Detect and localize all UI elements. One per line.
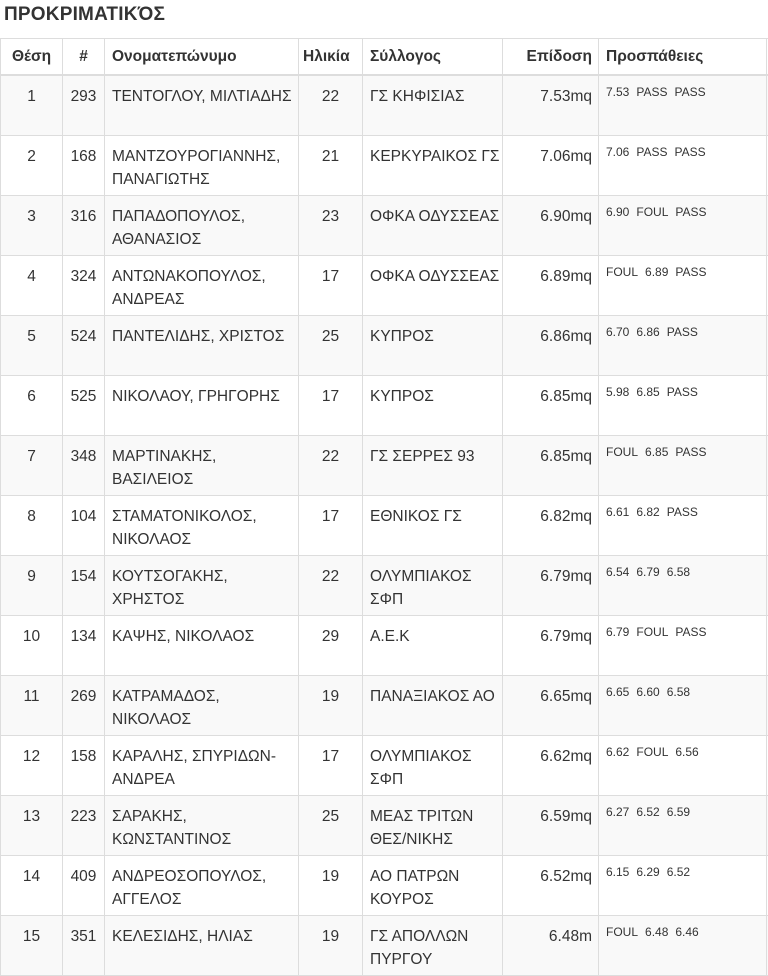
attempt-value: 6.58	[667, 685, 690, 699]
table-body	[1, 75, 768, 976]
header-bib: #	[63, 39, 105, 76]
cell-bib: 154	[63, 556, 105, 616]
cell-bib: 134	[63, 616, 105, 676]
table-row	[1, 376, 768, 436]
cell-attempts	[599, 376, 767, 436]
cell-mark: 6.48m	[503, 916, 599, 976]
table-row	[1, 196, 768, 256]
cell-bib: 324	[63, 256, 105, 316]
cell-attempts	[599, 736, 767, 796]
attempt-value: 6.60	[636, 685, 659, 699]
cell-attempts	[599, 75, 767, 136]
cell-age: 17	[299, 256, 363, 316]
cell-position: 6	[1, 376, 63, 436]
cell-bib: 525	[63, 376, 105, 436]
cell-attempts	[599, 916, 767, 976]
table-row	[1, 256, 768, 316]
attempt-value: 5.98	[606, 385, 629, 399]
attempt-value: PASS	[667, 325, 698, 339]
attempt-value: 6.82	[636, 505, 659, 519]
attempt-value: FOUL	[636, 625, 668, 639]
cell-club: ΟΛΥΜΠΙΑΚΟΣ ΣΦΠ	[363, 556, 503, 616]
cell-position: 11	[1, 676, 63, 736]
cell-bib: 293	[63, 75, 105, 136]
results-table	[0, 38, 768, 976]
cell-age: 17	[299, 736, 363, 796]
attempt-value: PASS	[667, 505, 698, 519]
attempt-value: 7.53	[606, 85, 629, 99]
cell-bib: 168	[63, 136, 105, 196]
attempt-value: FOUL	[606, 445, 638, 459]
table-row	[1, 676, 768, 736]
table-row	[1, 436, 768, 496]
cell-age: 23	[299, 196, 363, 256]
attempt-value: 6.62	[606, 745, 629, 759]
cell-club: ΓΣ ΚΗΦΙΣΙΑΣ	[363, 75, 503, 136]
table-row	[1, 316, 768, 376]
attempt-value: 6.46	[675, 925, 698, 939]
attempt-value: 6.15	[606, 865, 629, 879]
cell-mark: 6.79mq	[503, 616, 599, 676]
cell-position: 13	[1, 796, 63, 856]
attempt-value: 6.27	[606, 805, 629, 819]
attempt-value: 6.29	[636, 865, 659, 879]
table-row	[1, 736, 768, 796]
attempt-value: PASS	[675, 625, 706, 639]
header-mark: Επίδοση	[503, 39, 599, 76]
cell-mark: 6.90mq	[503, 196, 599, 256]
attempt-value: PASS	[675, 265, 706, 279]
cell-name: ΚΑΡΑΛΗΣ, ΣΠΥΡΙΔΩΝ-ΑΝΔΡΕΑ	[105, 736, 299, 796]
attempt-value: PASS	[636, 85, 667, 99]
cell-position: 7	[1, 436, 63, 496]
page-title: ΠΡΟΚΡΙΜΑΤΙΚΌΣ	[4, 4, 165, 26]
cell-age: 17	[299, 496, 363, 556]
header-age: Ηλικία	[299, 39, 363, 76]
cell-name: ΤΕΝΤΟΓΛΟΥ, ΜΙΛΤΙΑΔΗΣ	[105, 75, 299, 136]
attempt-value: FOUL	[606, 265, 638, 279]
cell-name: ΠΑΠΑΔΟΠΟΥΛΟΣ, ΑΘΑΝΑΣΙΟΣ	[105, 196, 299, 256]
cell-position: 4	[1, 256, 63, 316]
cell-name: ΣΑΡΑΚΗΣ, ΚΩΝΣΤΑΝΤΙΝΟΣ	[105, 796, 299, 856]
cell-name: ΚΟΥΤΣΟΓΑΚΗΣ, ΧΡΗΣΤΟΣ	[105, 556, 299, 616]
cell-position: 12	[1, 736, 63, 796]
cell-club: ΜΕΑΣ ΤΡΙΤΩΝ ΘΕΣ/ΝΙΚΗΣ	[363, 796, 503, 856]
attempt-value: 6.56	[675, 745, 698, 759]
cell-mark: 6.82mq	[503, 496, 599, 556]
cell-mark: 7.53mq	[503, 75, 599, 136]
cell-bib: 104	[63, 496, 105, 556]
cell-club: ΟΦΚΑ ΟΔΥΣΣΕΑΣ	[363, 256, 503, 316]
cell-club: Α.Ε.Κ	[363, 616, 503, 676]
cell-bib: 223	[63, 796, 105, 856]
cell-club: ΟΦΚΑ ΟΔΥΣΣΕΑΣ	[363, 196, 503, 256]
cell-position: 1	[1, 75, 63, 136]
cell-mark: 6.85mq	[503, 376, 599, 436]
attempt-value: PASS	[674, 145, 705, 159]
cell-position: 2	[1, 136, 63, 196]
cell-attempts	[599, 676, 767, 736]
cell-bib: 316	[63, 196, 105, 256]
cell-club: ΠΑΝΑΞΙΑΚΟΣ ΑΟ	[363, 676, 503, 736]
cell-bib: 348	[63, 436, 105, 496]
cell-attempts	[599, 496, 767, 556]
table-row	[1, 75, 768, 136]
cell-club: ΚΥΠΡΟΣ	[363, 316, 503, 376]
cell-bib: 158	[63, 736, 105, 796]
cell-name: ΜΑΡΤΙΝΑΚΗΣ, ΒΑΣΙΛΕΙΟΣ	[105, 436, 299, 496]
cell-position: 14	[1, 856, 63, 916]
cell-name: ΠΑΝΤΕΛΙΔΗΣ, ΧΡΙΣΤΟΣ	[105, 316, 299, 376]
table-row	[1, 856, 768, 916]
cell-mark: 6.86mq	[503, 316, 599, 376]
attempt-value: 6.65	[606, 685, 629, 699]
cell-mark: 6.79mq	[503, 556, 599, 616]
attempt-value: 6.85	[645, 445, 668, 459]
table-row	[1, 136, 768, 196]
header-position: Θέση	[1, 39, 63, 76]
table-row	[1, 556, 768, 616]
cell-attempts	[599, 856, 767, 916]
attempt-value: 6.79	[606, 625, 629, 639]
cell-attempts	[599, 196, 767, 256]
cell-name: ΣΤΑΜΑΤΟΝΙΚΟΛΟΣ, ΝΙΚΟΛΑΟΣ	[105, 496, 299, 556]
cell-name: ΚΑΨΗΣ, ΝΙΚΟΛΑΟΣ	[105, 616, 299, 676]
cell-attempts	[599, 616, 767, 676]
cell-club: ΟΛΥΜΠΙΑΚΟΣ ΣΦΠ	[363, 736, 503, 796]
attempt-value: 6.59	[667, 805, 690, 819]
cell-age: 22	[299, 75, 363, 136]
cell-mark: 6.62mq	[503, 736, 599, 796]
cell-age: 19	[299, 916, 363, 976]
attempt-value: FOUL	[606, 925, 638, 939]
attempt-value: 6.89	[645, 265, 668, 279]
attempt-value: 6.58	[667, 565, 690, 579]
cell-position: 15	[1, 916, 63, 976]
cell-mark: 6.52mq	[503, 856, 599, 916]
cell-position: 5	[1, 316, 63, 376]
header-name: Ονοματεπώνυμο	[105, 39, 299, 76]
cell-attempts	[599, 316, 767, 376]
attempt-value: PASS	[675, 205, 706, 219]
cell-bib: 409	[63, 856, 105, 916]
cell-mark: 7.06mq	[503, 136, 599, 196]
table-row	[1, 796, 768, 856]
cell-name: ΝΙΚΟΛΑΟΥ, ΓΡΗΓΟΡΗΣ	[105, 376, 299, 436]
cell-position: 10	[1, 616, 63, 676]
cell-bib: 269	[63, 676, 105, 736]
attempt-value: 6.52	[667, 865, 690, 879]
cell-age: 25	[299, 796, 363, 856]
attempt-value: 6.54	[606, 565, 629, 579]
attempt-value: 6.52	[636, 805, 659, 819]
cell-mark: 6.85mq	[503, 436, 599, 496]
attempt-value: PASS	[636, 145, 667, 159]
cell-name: ΑΝΤΩΝΑΚΟΠΟΥΛΟΣ, ΑΝΔΡΕΑΣ	[105, 256, 299, 316]
cell-bib: 351	[63, 916, 105, 976]
cell-name: ΜΑΝΤΖΟΥΡΟΓΙΑΝΝΗΣ, ΠΑΝΑΓΙΩΤΗΣ	[105, 136, 299, 196]
cell-club: ΑΟ ΠΑΤΡΩΝ ΚΟΥΡΟΣ	[363, 856, 503, 916]
cell-age: 29	[299, 616, 363, 676]
cell-attempts	[599, 436, 767, 496]
attempt-value: 6.61	[606, 505, 629, 519]
table-row	[1, 616, 768, 676]
cell-age: 22	[299, 556, 363, 616]
header-club: Σύλλογος	[363, 39, 503, 76]
cell-attempts	[599, 556, 767, 616]
cell-age: 21	[299, 136, 363, 196]
cell-club: ΓΣ ΣΕΡΡΕΣ 93	[363, 436, 503, 496]
attempt-value: FOUL	[636, 745, 668, 759]
cell-age: 22	[299, 436, 363, 496]
cell-age: 19	[299, 856, 363, 916]
cell-position: 8	[1, 496, 63, 556]
attempt-value: PASS	[674, 85, 705, 99]
cell-bib: 524	[63, 316, 105, 376]
cell-age: 19	[299, 676, 363, 736]
cell-name: ΑΝΔΡΕΟΣΟΠΟΥΛΟΣ, ΑΓΓΕΛΟΣ	[105, 856, 299, 916]
cell-age: 17	[299, 376, 363, 436]
attempt-value: 6.86	[636, 325, 659, 339]
cell-attempts	[599, 136, 767, 196]
attempt-value: 6.90	[606, 205, 629, 219]
table-row	[1, 496, 768, 556]
cell-club: ΓΣ ΑΠΟΛΛΩΝ ΠΥΡΓΟΥ	[363, 916, 503, 976]
attempt-value: FOUL	[636, 205, 668, 219]
cell-position: 3	[1, 196, 63, 256]
cell-attempts	[599, 796, 767, 856]
cell-name: ΚΕΛΕΣΙΔΗΣ, ΗΛΙΑΣ	[105, 916, 299, 976]
attempt-value: PASS	[675, 445, 706, 459]
cell-age: 25	[299, 316, 363, 376]
attempt-value: 6.70	[606, 325, 629, 339]
cell-mark: 6.59mq	[503, 796, 599, 856]
attempt-value: 6.79	[636, 565, 659, 579]
header-attempts: Προσπάθειες	[599, 39, 767, 76]
attempt-value: 7.06	[606, 145, 629, 159]
cell-club: ΚΕΡΚΥΡΑΙΚΟΣ ΓΣ	[363, 136, 503, 196]
cell-mark: 6.89mq	[503, 256, 599, 316]
cell-club: ΕΘΝΙΚΟΣ ΓΣ	[363, 496, 503, 556]
cell-attempts	[599, 256, 767, 316]
cell-position: 9	[1, 556, 63, 616]
attempt-value: 6.85	[636, 385, 659, 399]
table-row	[1, 916, 768, 976]
table-header-row	[1, 39, 768, 76]
attempt-value: 6.48	[645, 925, 668, 939]
attempt-value: PASS	[667, 385, 698, 399]
cell-club: ΚΥΠΡΟΣ	[363, 376, 503, 436]
cell-name: ΚΑΤΡΑΜΑΔΟΣ, ΝΙΚΟΛΑΟΣ	[105, 676, 299, 736]
cell-mark: 6.65mq	[503, 676, 599, 736]
